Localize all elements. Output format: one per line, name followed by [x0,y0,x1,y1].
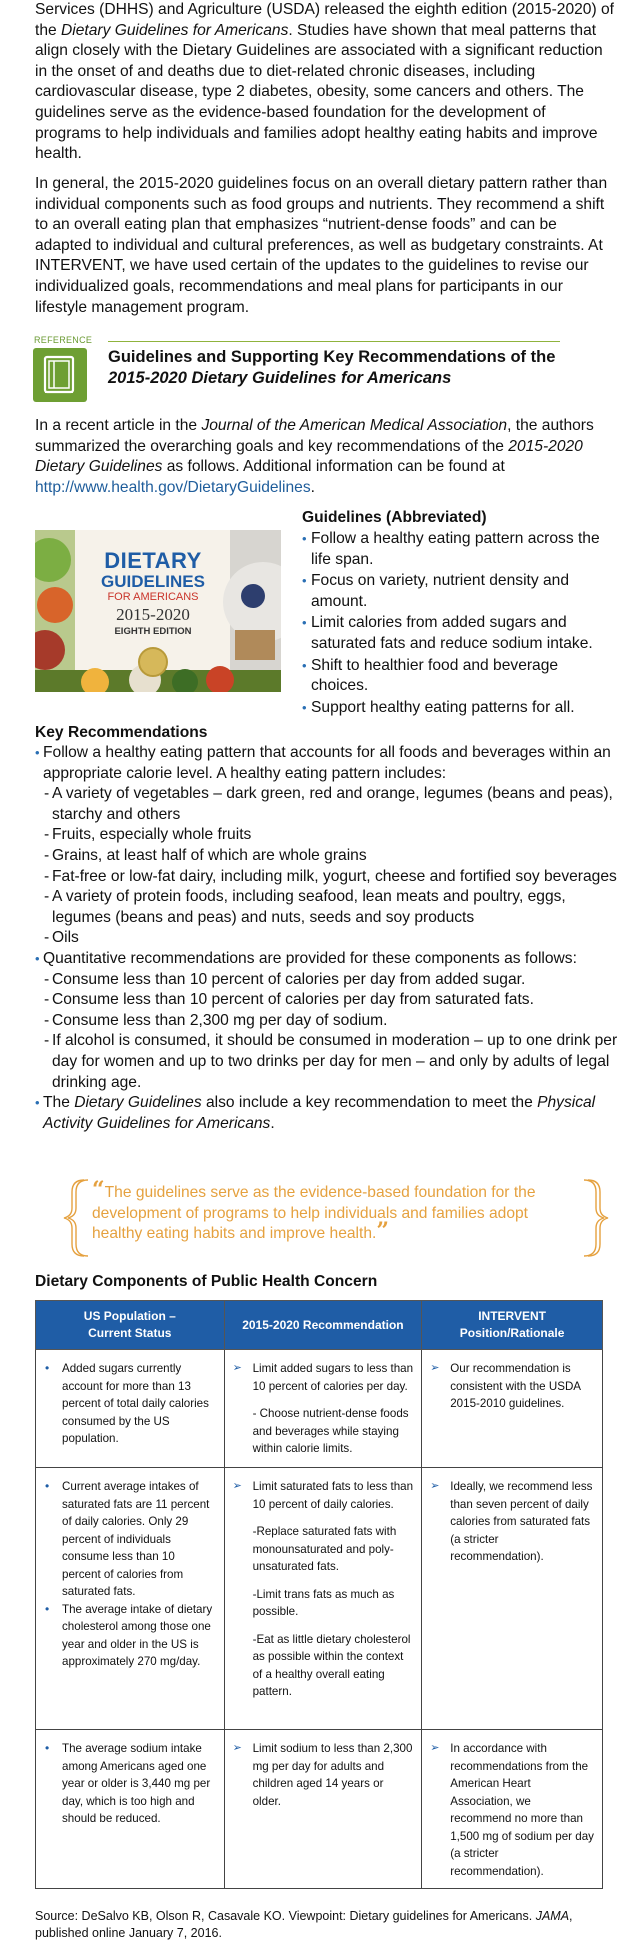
list-item: • Follow a healthy eating pattern across the life span. [302,529,612,570]
table-cell [36,1730,225,1889]
reference-label: REFERENCE [34,335,93,345]
dietary-guidelines-cover-image [35,530,281,692]
table-cell [422,1730,603,1889]
reference-rule [108,341,560,342]
cell-subtext: -Replace saturated fats with monounsaturated and poly-unsaturated fats. [252,1525,397,1573]
cover-title-dietary: DIETARY [104,548,202,573]
intro-text: Services (DHHS) and Agriculture (USDA) released the eighth edition (2015-2020) of the [35,1,614,39]
guidelines-abbreviated [302,508,612,718]
column-header-status: US Population – Current Status [36,1301,225,1350]
item-end: . [270,1114,275,1132]
table-row [36,1730,603,1889]
cell-text: • Added sugars currently account for more than 13 percent of total daily calories consumed by the US population. [44,1360,216,1448]
source-date: , published online January 7, 2016. [35,1909,573,1940]
list-item: • Focus on variety, nutrient density and amount. [302,571,612,612]
pull-quote [70,1178,570,1258]
item-italic-2: Physical Activity Guidelines for Americans [43,1094,596,1132]
table-row [36,1468,603,1730]
table-title: Dietary Components of Public Health Concern [35,1273,378,1290]
guidelines-name: 2015-2020 Dietary Guidelines [35,437,583,476]
list-subitem: - Fruits, especially whole fruits [35,825,620,846]
cover-edition: EIGHTH EDITION [114,626,192,637]
article-end: . [310,478,315,496]
reference-title-line-1: Guidelines and Supporting Key Recommendations of the [108,348,556,366]
cover-title-guidelines: GUIDELINES [101,572,205,591]
cell-subtext: -Eat as little dietary cholesterol as possible within the context of a healthy overall eating pattern. [252,1632,411,1698]
cell-text: ➢ In accordance with recommendations from the American Heart Association, we recommend no more than 1,500 mg of sodium per day (a stricter recommendation). [430,1740,594,1880]
list-subitem: - Consume less than 10 percent of calories per day from saturated fats. [35,990,620,1011]
list-item [35,1093,620,1134]
cell-text: • The average intake of dietary cholesterol among those one year and older in the US is approximately 270 mg/day. [44,1601,216,1671]
list-subitem: - Consume less than 2,300 mg per day of sodium. [35,1011,620,1032]
item-italic: Dietary Guidelines [74,1094,202,1112]
article-text-3: as follows. Additional information can be found at [162,458,505,476]
close-quote-icon: ” [376,1218,389,1244]
guidelines-link[interactable]: http://www.health.gov/DietaryGuidelines [35,478,311,496]
open-quote-icon: “ [92,1177,105,1203]
journal-name: Journal of the American Medical Association [201,417,508,434]
cell-subtext: - Choose nutrient-dense foods and beverages while staying within calorie limits. [252,1407,409,1455]
table-cell [36,1350,225,1468]
guidelines-heading: Guidelines (Abbreviated) [302,509,487,526]
intro-text-cont: . Studies have shown that meal patterns that align closely with the Dietary Guidelines are associated with a significant reduction in the onset of and deaths due to diet-related chronic diseases, including cardiovascular disease, type 2 diabetes, obesity, some cancers and others. The guidelines serve as the evidence-based foundation for the development of programs to help individuals and families adopt healthy eating habits and improve health. [35,21,603,163]
table-cell [422,1350,603,1468]
list-subitem: - Fat-free or low-fat dairy, including milk, yogurt, cheese and fortified soy beverages [35,867,620,888]
quote-text-block [92,1177,582,1245]
table-row [36,1350,603,1468]
cover-title-for-americans: FOR AMERICANS [107,591,199,603]
reference-badge [33,335,93,402]
key-recommendations [35,723,620,1134]
cell-text: ➢ Our recommendation is consistent with the USDA 2015-2010 guidelines. [430,1360,594,1413]
table-cell [224,1350,422,1468]
cell-text: ➢ Limit saturated fats to less than 10 percent of daily calories. [233,1478,414,1513]
list-subitem: - A variety of protein foods, including seafood, lean meats and poultry, eggs, legumes (beans and peas) and nuts, seeds and soy products [35,887,620,928]
list-item: • Limit calories from added sugars and saturated fats and reduce sodium intake. [302,613,612,654]
list-item: • Shift to healthier food and beverage choices. [302,656,612,697]
item-text-2: also include a key recommendation to meet the [201,1094,538,1112]
quote-text: The guidelines serve as the evidence-based foundation for the development of programs to help individuals and families adopt healthy eating habits and improve health. [92,1184,536,1242]
table-cell [224,1468,422,1730]
cell-text: ➢ Limit added sugars to less than 10 percent of calories per day. [233,1360,414,1395]
list-subitem: - Oils [35,928,620,949]
table-header-row [36,1301,603,1350]
item-text: The [43,1094,75,1112]
cell-subtext: -Limit trans fats as much as possible. [252,1587,395,1618]
reference-title-line-2: 2015-2020 Dietary Guidelines for Americans [108,369,452,387]
article-paragraph [35,416,615,498]
table-cell [224,1730,422,1889]
reference-title [108,347,578,389]
book-icon [33,348,87,402]
intro-paragraph-1 [35,0,615,165]
column-header-position: INTERVENT Position/Rationale [422,1301,603,1350]
table-cell [36,1468,225,1730]
table-cell [422,1468,603,1730]
column-header-recommendation: 2015-2020 Recommendation [224,1301,422,1350]
dietary-components-table [35,1300,603,1889]
list-subitem: - Grains, at least half of which are whole grains [35,846,620,867]
list-item: • Support healthy eating patterns for all. [302,698,612,719]
article-text-2: , the authors summarized the overarching goals and key recommendations of the [35,417,594,455]
cell-text: • Current average intakes of saturated fats are 11 percent of daily calories. Only 29 percent of individuals consume less than 10 percent of calories from saturated fats. [44,1478,216,1601]
intro-paragraph-2: In general, the 2015-2020 guidelines focus on an overall dietary pattern rather than individual components such as food groups and nutrients. They recommend a shift to an overall eating plan that emphasizes “nutrient-dense foods” and can be adapted to individual and cultural preferences, as well as budgetary constraints. At INTERVENT, we have used certain of the updates to the guidelines to revise our individualized goals, recommendations and meal plans for participants in our lifestyle management program. [35,175,608,316]
source-text: Source: DeSalvo KB, Olson R, Casavale KO. Viewpoint: Dietary guidelines for Americans. [35,1909,536,1923]
cover-years: 2015-2020 [116,605,190,624]
list-subitem: - Consume less than 10 percent of calories per day from added sugar. [35,970,620,991]
list-item: • Quantitative recommendations are provided for these components as follows: [35,949,620,970]
list-item: • Follow a healthy eating pattern that accounts for all foods and beverages within an appropriate calorie level. A healthy eating pattern includes: [35,743,620,784]
source-journal: JAMA [535,1909,570,1923]
cell-text: ➢ Limit sodium to less than 2,300 mg per day for adults and children aged 14 years or older. [233,1740,414,1810]
cell-text: • The average sodium intake among Americans aged one year or older is 3,440 mg per day, which is too high and should be reduced. [44,1740,216,1828]
key-recommendations-heading: Key Recommendations [35,724,208,741]
list-subitem: - A variety of vegetables – dark green, red and orange, legumes (beans and peas), starchy and others [35,784,620,825]
intro-italic: Dietary Guidelines for Americans [61,21,289,39]
article-text: In a recent article in the [35,417,202,434]
source-citation [35,1908,605,1942]
cell-text: ➢ Ideally, we recommend less than seven percent of daily calories from saturated fats (a stricter recommendation). [430,1478,594,1566]
guidelines-list [302,529,612,718]
list-subitem: - If alcohol is consumed, it should be consumed in moderation – up to one drink per day for women and up to two drinks per day for men – and only by adults of legal drinking age. [35,1031,620,1093]
